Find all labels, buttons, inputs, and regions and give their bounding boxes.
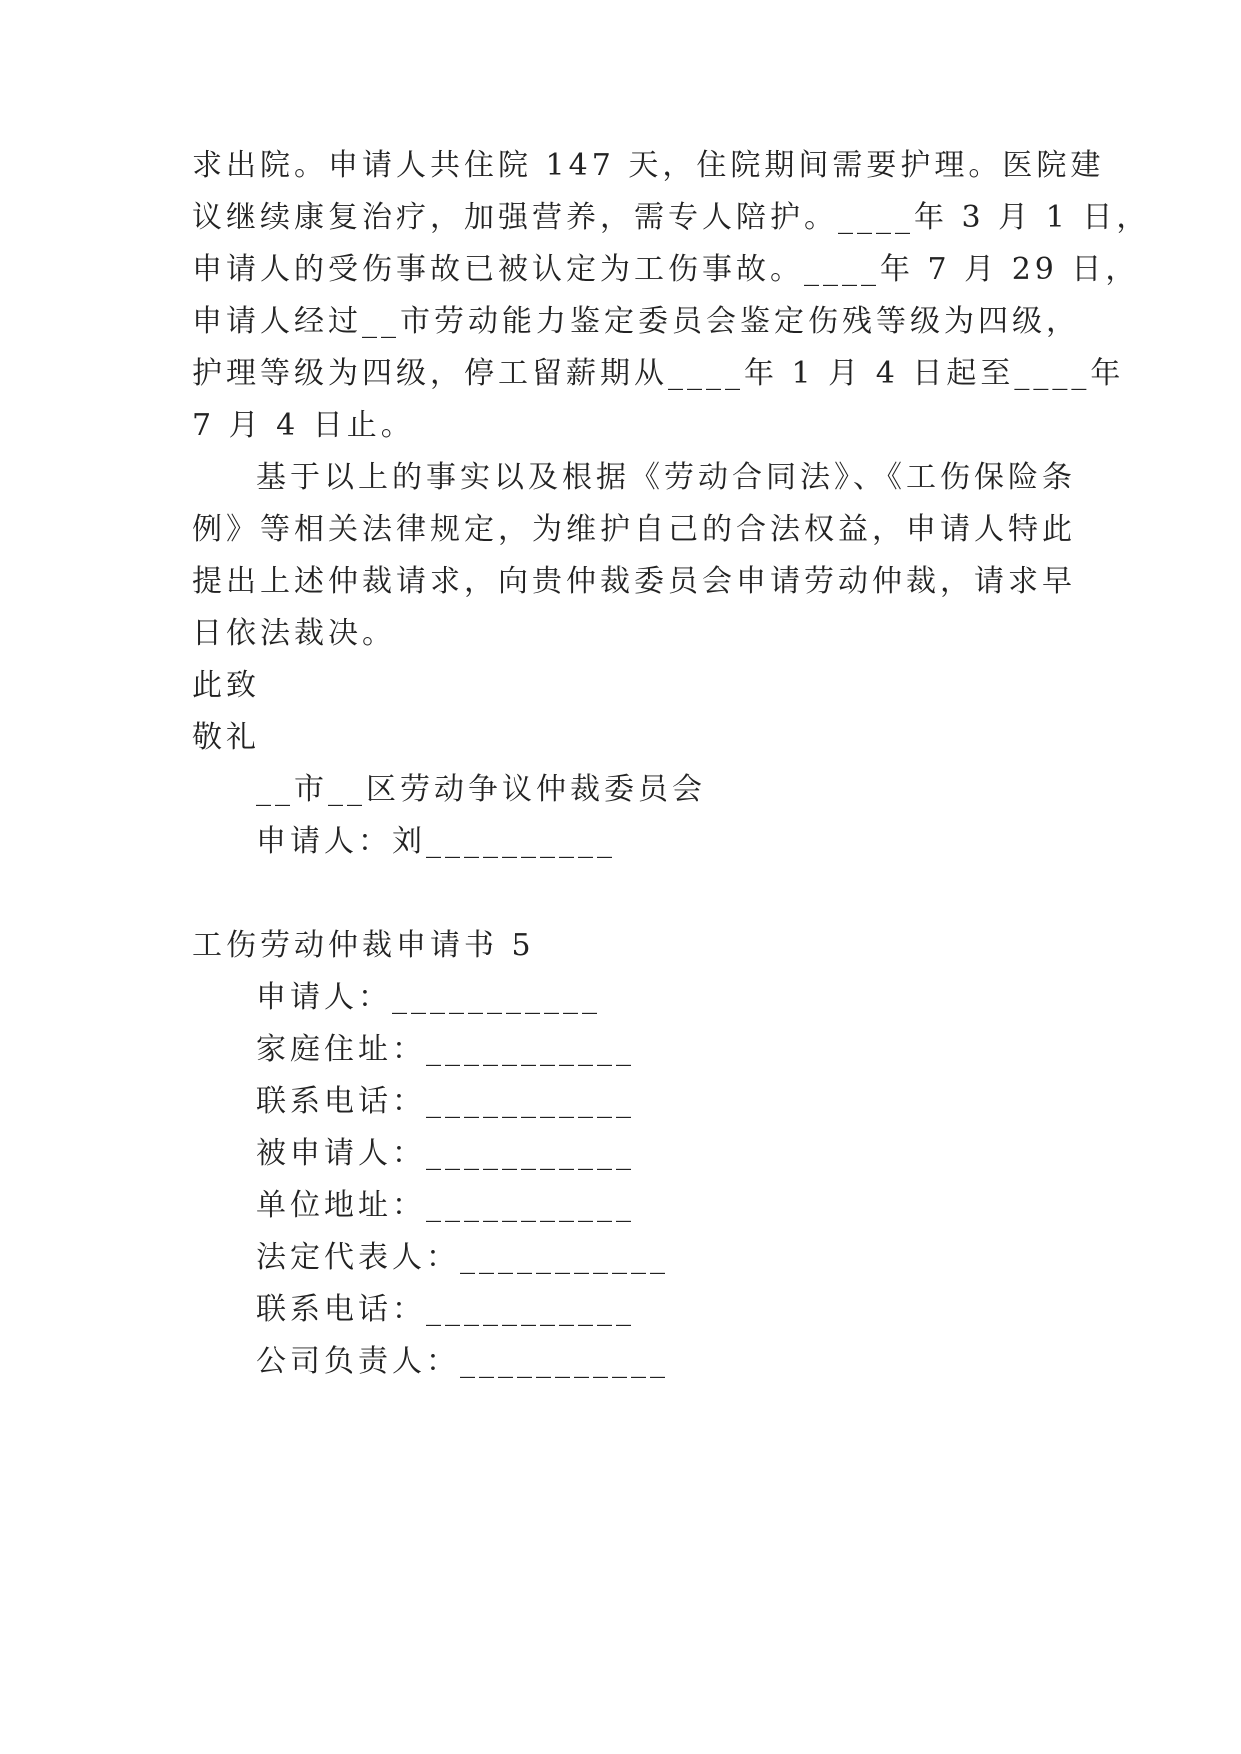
- form-field-line: 联系电话：___________: [256, 1292, 635, 1327]
- form-field-line: 公司负责人：___________: [256, 1344, 669, 1379]
- form-field-line: 联系电话：___________: [256, 1084, 635, 1119]
- paragraph-line: 7 月 4 日止。: [192, 408, 415, 443]
- paragraph-line: 例》等相关法律规定，为维护自己的合法权益，申请人特此: [192, 512, 1076, 547]
- form-field-line: 家庭住址：___________: [256, 1032, 635, 1067]
- paragraph-line: 提出上述仲裁请求，向贵仲裁委员会申请劳动仲裁，请求早: [192, 564, 1076, 599]
- form-field-line: 单位地址：___________: [256, 1188, 635, 1223]
- addressee-line: __市__区劳动争议仲裁委员会: [256, 772, 706, 807]
- form-field-line: 被申请人：___________: [256, 1136, 635, 1171]
- paragraph-line: 申请人经过__市劳动能力鉴定委员会鉴定伤残等级为四级，: [192, 304, 1080, 339]
- paragraph-line: 护理等级为四级，停工留薪期从____年 1 月 4 日起至____年: [192, 356, 1125, 391]
- form-field-line: 申请人：___________: [256, 980, 601, 1015]
- paragraph-line: 申请人的受伤事故已被认定为工伤事故。____年 7 月 29 日，: [192, 252, 1140, 287]
- form-field-line: 法定代表人：___________: [256, 1240, 669, 1275]
- paragraph-line: 日依法裁决。: [192, 616, 396, 651]
- paragraph-line: 议继续康复治疗，加强营养，需专人陪护。____年 3 月 1 日，: [192, 200, 1151, 235]
- paragraph-line: 基于以上的事实以及根据《劳动合同法》、《工伤保险条: [256, 460, 1076, 495]
- section-title: 工伤劳动仲裁申请书 5: [192, 928, 535, 963]
- signature-line: 申请人：刘__________: [256, 824, 616, 859]
- paragraph-line: 求出院。申请人共住院 147 天，住院期间需要护理。医院建: [192, 148, 1105, 183]
- salutation-line: 此致: [192, 668, 260, 703]
- salutation-line: 敬礼: [192, 720, 260, 755]
